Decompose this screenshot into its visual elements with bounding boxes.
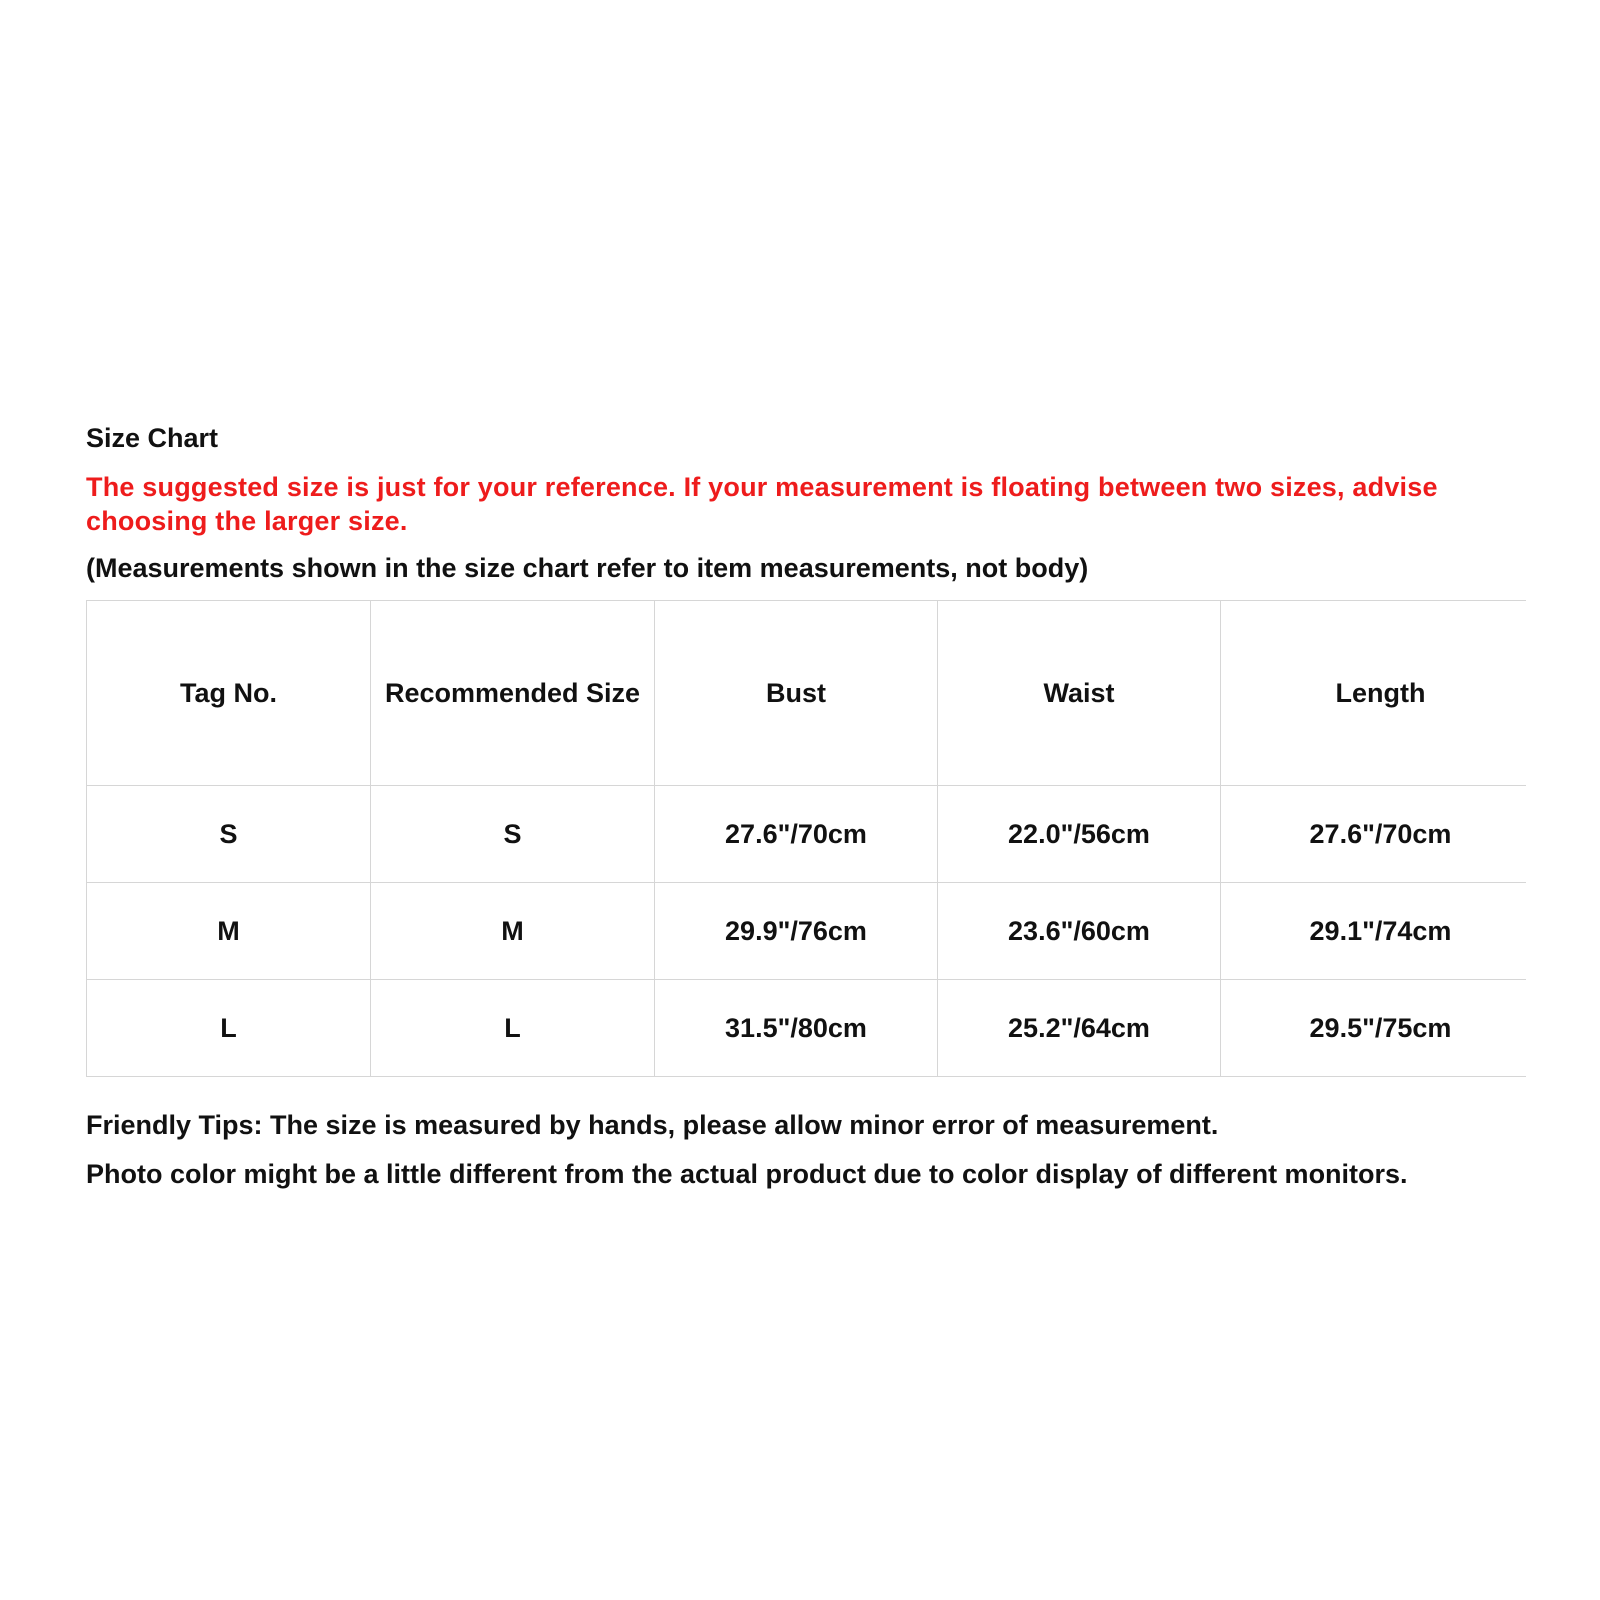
size-chart-title: Size Chart [86,423,219,453]
size-chart-section [86,420,1526,1199]
cell-waist: 25.2"/64cm [938,980,1221,1077]
header-bust: Bust [655,601,938,786]
size-table-container [86,600,1526,1077]
cell-length [1221,883,1527,980]
cell-length-value: 29.5"/75cm [1309,1012,1452,1043]
header-tag-no: Tag No. [87,601,371,786]
header-waist: Waist [938,601,1221,786]
cell-tag-no: M [87,883,371,980]
table-row [87,883,1527,980]
cell-length-value: 27.6"/70cm [1309,818,1452,849]
cell-waist: 23.6"/60cm [938,883,1221,980]
measurement-note: (Measurements shown in the size chart refer to item measurements, not body) [86,553,1089,583]
cell-recommended-size: L [371,980,655,1077]
header-length-label: Length [1335,677,1426,708]
cell-length [1221,980,1527,1077]
cell-bust: 27.6"/70cm [655,786,938,883]
cell-waist: 22.0"/56cm [938,786,1221,883]
table-header-row [87,601,1527,786]
notice-line-2: choosing the larger size. [86,506,408,536]
table-row [87,980,1527,1077]
cell-recommended-size: S [371,786,655,883]
size-advice-notice [86,470,1526,538]
cell-recommended-size: M [371,883,655,980]
cell-length-value: 29.1"/74cm [1309,915,1452,946]
cell-tag-no: S [87,786,371,883]
header-recommended-size-label: Recommended Size [384,678,641,708]
cell-bust: 29.9"/76cm [655,883,938,980]
size-table [86,600,1526,1077]
table-row [87,786,1527,883]
cell-length [1221,786,1527,883]
tips-line-2: Photo color might be a little different from the actual product due to color display of different monitors. [86,1159,1408,1189]
notice-line-1: The suggested size is just for your reference. If your measurement is floating between two sizes, advise [86,472,1438,502]
header-recommended-size [371,601,655,786]
header-length [1221,601,1527,786]
cell-tag-no: L [87,980,371,1077]
friendly-tips [86,1101,1526,1199]
tips-line-1: Friendly Tips: The size is measured by hands, please allow minor error of measurement. [86,1110,1219,1140]
cell-bust: 31.5"/80cm [655,980,938,1077]
